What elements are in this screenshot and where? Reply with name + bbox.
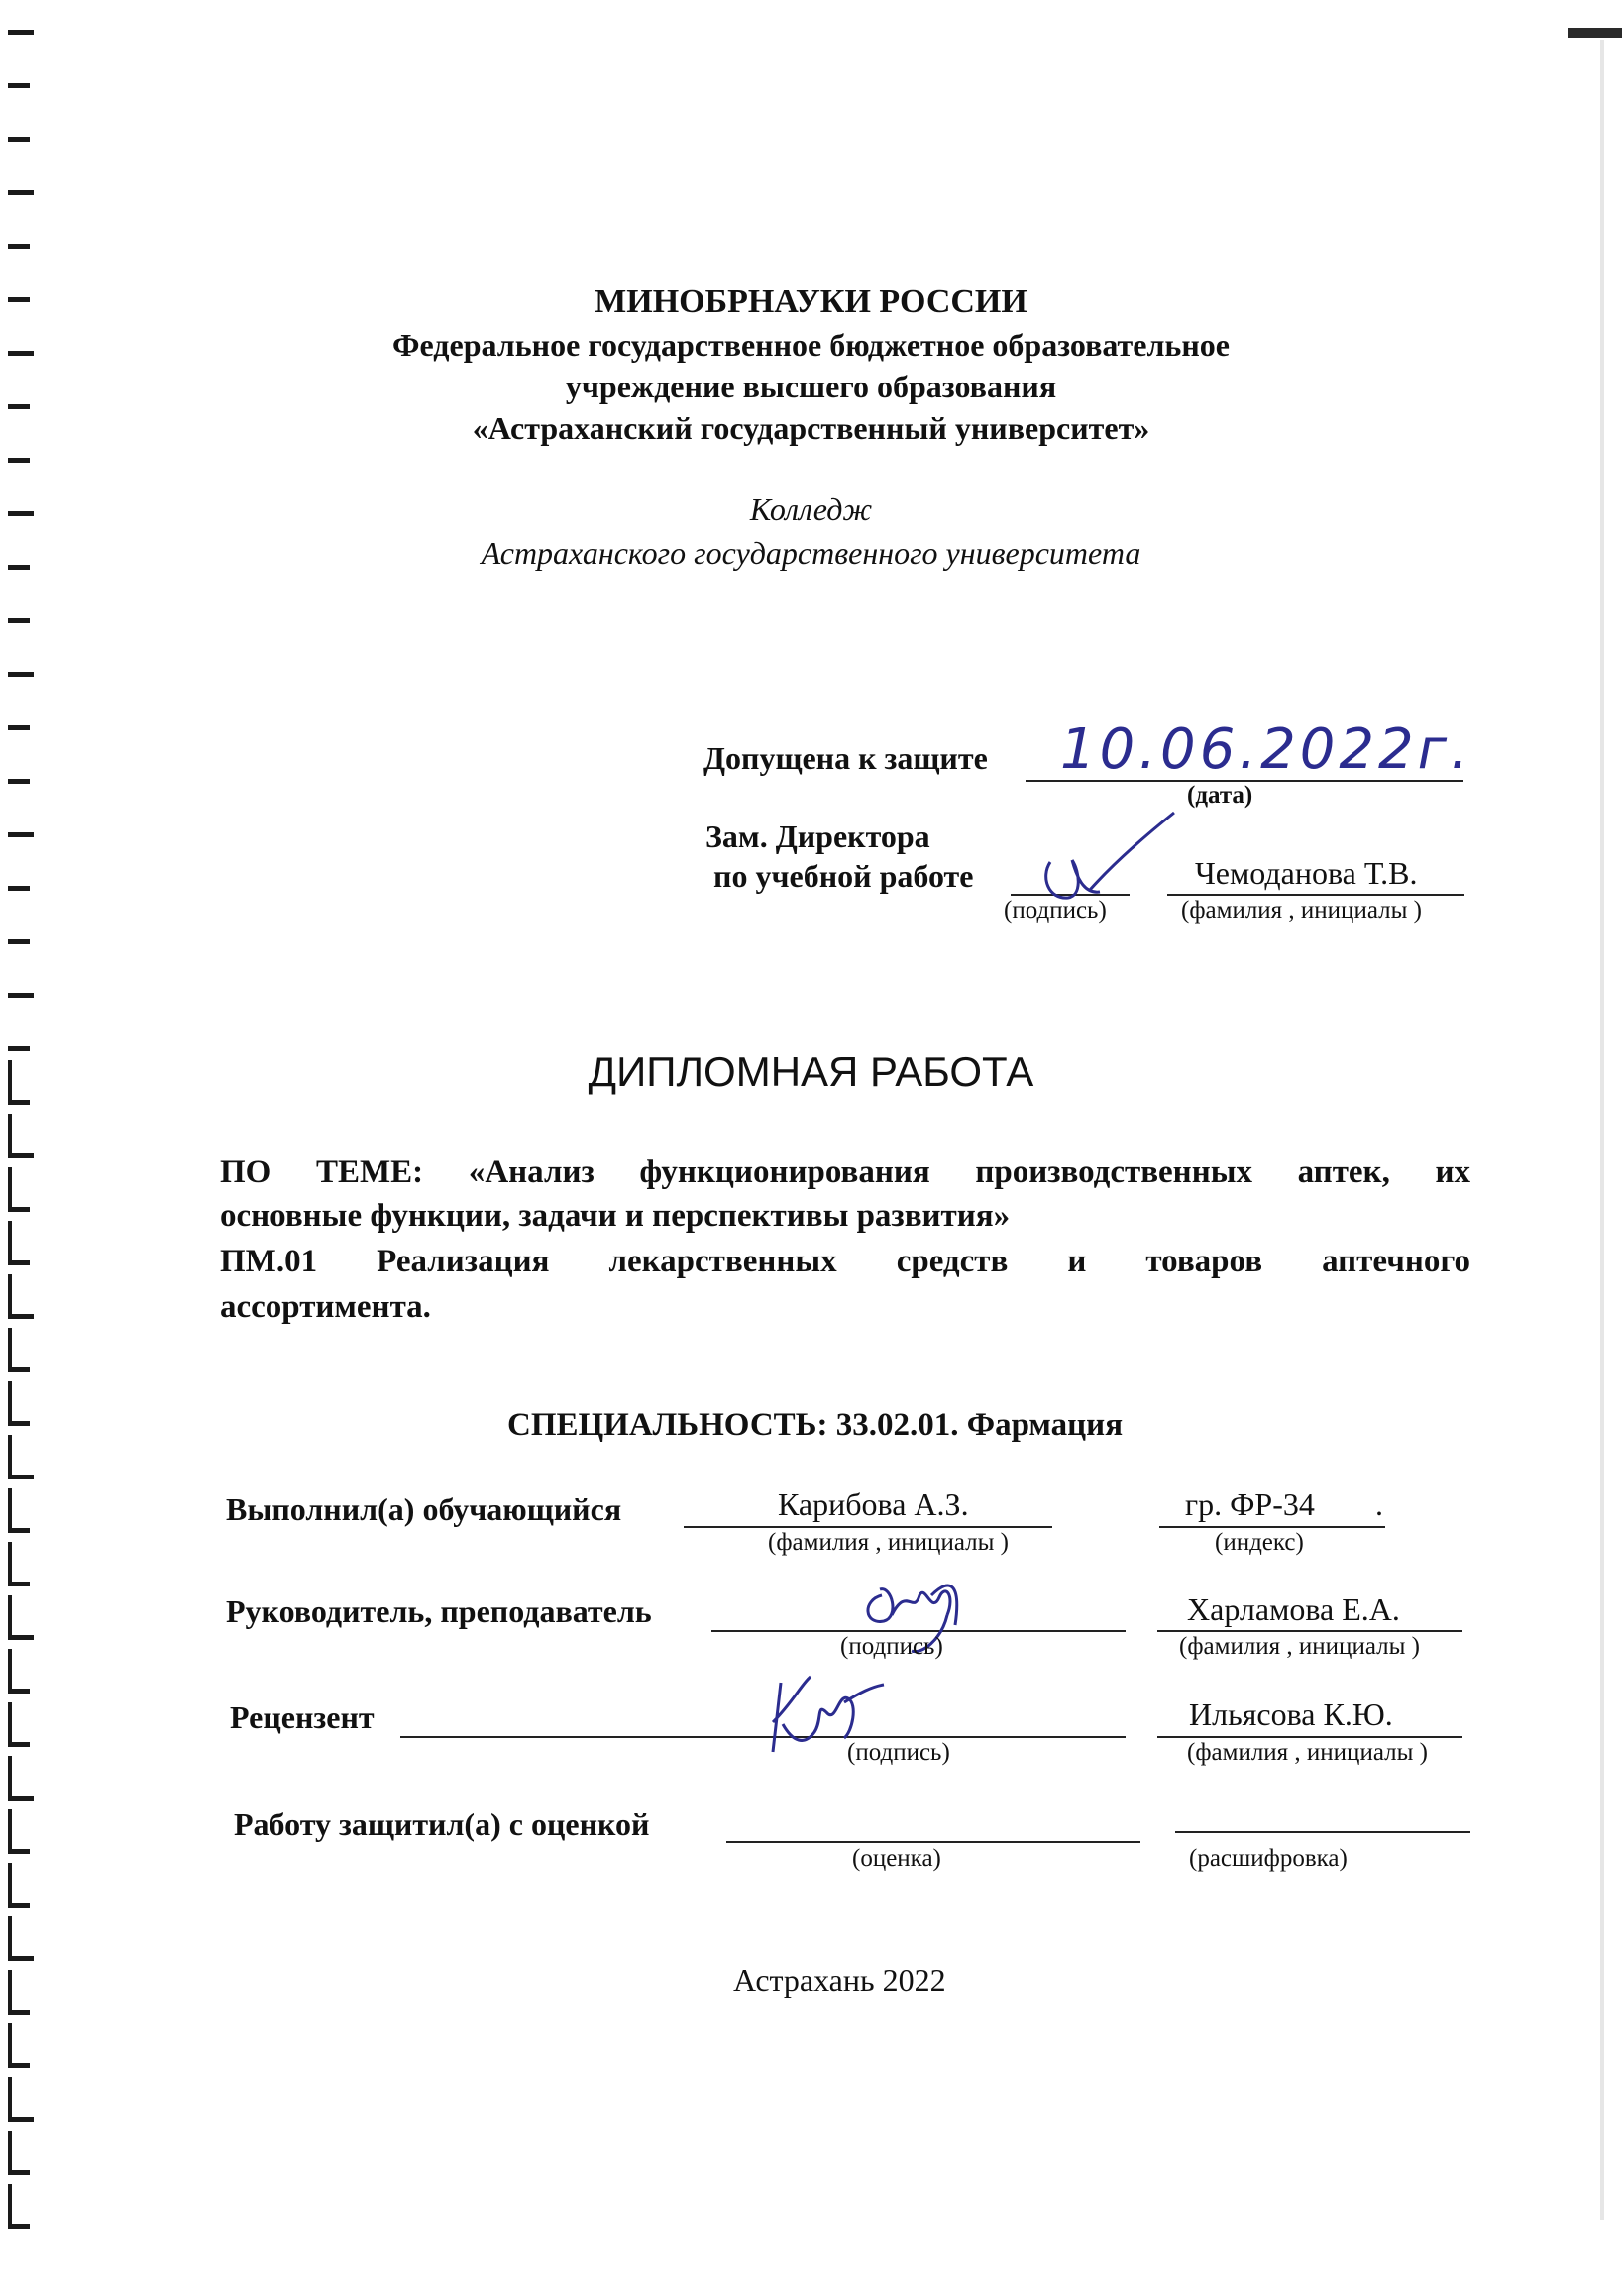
binder-mark bbox=[8, 618, 30, 623]
binder-edge-segment bbox=[8, 2184, 12, 2224]
binder-mark bbox=[8, 1528, 30, 1533]
binder-mark bbox=[8, 458, 30, 463]
deputy-signature-caption: (подпись) bbox=[1004, 897, 1107, 924]
specialty: СПЕЦИАЛЬНОСТЬ: 33.02.01. Фармация bbox=[507, 1407, 1124, 1443]
binder-edge-segment bbox=[8, 2023, 12, 2063]
binder-edge-segment bbox=[8, 1435, 12, 1475]
binder-mark bbox=[8, 886, 30, 891]
defense-grade-caption: (оценка) bbox=[852, 1845, 941, 1872]
binder-mark bbox=[8, 725, 30, 730]
binder-edge-segment bbox=[8, 1702, 12, 1742]
binder-edge-segment bbox=[8, 1542, 12, 1582]
module-line-1: ПМ.01 Реализация лекарственных средств и товаров аптечного bbox=[220, 1244, 1470, 1279]
binder-mark bbox=[8, 190, 34, 195]
ministry-title: МИНОБРНАУКИ РОССИИ bbox=[595, 283, 1027, 320]
deputy-name: Чемоданова Т.В. bbox=[1195, 855, 1418, 891]
college-line-2: Астраханского государственного университета bbox=[481, 535, 1141, 571]
defense-decode-line bbox=[1175, 1831, 1470, 1833]
supervisor-name-caption: (фамилия , инициалы ) bbox=[1179, 1633, 1420, 1660]
reviewer-name-caption: (фамилия , инициалы ) bbox=[1187, 1739, 1428, 1766]
deputy-name-caption: (фамилия , инициалы ) bbox=[1181, 897, 1422, 924]
institution-line-1: Федеральное государственное бюджетное образовательное bbox=[392, 327, 1230, 363]
college-line-1: Колледж bbox=[749, 492, 873, 527]
reviewer-signature-caption: (подпись) bbox=[847, 1739, 950, 1766]
binder-mark bbox=[8, 993, 34, 998]
topic-line-1: ПО ТЕМЕ: «Анализ функционирования производственных аптек, их bbox=[220, 1154, 1470, 1190]
binder-mark bbox=[8, 83, 30, 88]
binder-edge-segment bbox=[8, 1167, 12, 1207]
supervisor-name-line bbox=[1157, 1630, 1462, 1632]
binder-mark bbox=[8, 1742, 30, 1747]
student-group-caption: (индекс) bbox=[1215, 1529, 1304, 1556]
student-group-line bbox=[1159, 1526, 1385, 1528]
student-group-suffix: . bbox=[1375, 1486, 1383, 1522]
deputy-label-1: Зам. Директора bbox=[705, 819, 930, 854]
binder-mark bbox=[8, 244, 30, 249]
binder-edge-segment bbox=[8, 1809, 12, 1849]
deputy-name-line bbox=[1167, 894, 1464, 896]
binder-edge-segment bbox=[8, 1756, 12, 1796]
student-group: гр. ФР-34 bbox=[1185, 1486, 1315, 1522]
binder-mark bbox=[8, 1635, 34, 1640]
binder-mark bbox=[8, 1956, 34, 1961]
binder-edge-segment bbox=[8, 1114, 12, 1153]
binder-mark bbox=[8, 30, 34, 35]
binder-mark bbox=[8, 1153, 34, 1158]
binder-mark bbox=[8, 1100, 30, 1105]
binder-edge-segment bbox=[8, 1328, 12, 1367]
module-line-2: ассортимента. bbox=[220, 1289, 431, 1325]
city-year: Астрахань 2022 bbox=[733, 1962, 946, 1998]
binder-mark bbox=[8, 2010, 30, 2015]
binder-mark bbox=[8, 2063, 30, 2068]
binder-edge-segment bbox=[8, 1916, 12, 1956]
binder-mark bbox=[8, 2224, 30, 2229]
topic-line-2: основные функции, задачи и перспективы развития» bbox=[220, 1198, 1011, 1234]
binder-edge-segment bbox=[8, 1970, 12, 2010]
binder-mark bbox=[8, 832, 34, 837]
admitted-date-handwritten: 10.06.2022г. bbox=[1060, 717, 1472, 782]
binder-mark bbox=[8, 137, 30, 142]
binder-mark bbox=[8, 2170, 30, 2175]
supervisor-label: Руководитель, преподаватель bbox=[226, 1593, 652, 1629]
supervisor-signature-caption: (подпись) bbox=[840, 1633, 943, 1660]
binder-edge-segment bbox=[8, 2077, 12, 2117]
binder-mark bbox=[8, 1314, 34, 1319]
binder-mark bbox=[8, 1582, 30, 1586]
binder-edge-segment bbox=[8, 1274, 12, 1314]
defense-grade-line bbox=[726, 1841, 1140, 1843]
binder-mark bbox=[8, 779, 30, 784]
student-name-line bbox=[684, 1526, 1052, 1528]
student-label: Выполнил(а) обучающийся bbox=[226, 1491, 622, 1527]
binder-edge-segment bbox=[8, 1863, 12, 1903]
reviewer-label: Рецензент bbox=[230, 1699, 375, 1735]
binder-mark bbox=[8, 939, 30, 944]
binder-mark bbox=[8, 1475, 34, 1479]
binder-mark bbox=[8, 1207, 30, 1212]
binder-mark bbox=[8, 1796, 34, 1801]
supervisor-name: Харламова Е.А. bbox=[1187, 1591, 1400, 1627]
binder-edge-segment bbox=[8, 2131, 12, 2170]
reviewer-name-line bbox=[1157, 1736, 1462, 1738]
binder-mark bbox=[8, 672, 34, 677]
binder-edge-segment bbox=[8, 1381, 12, 1421]
institution-line-2: учреждение высшего образования bbox=[565, 369, 1057, 404]
student-name: Карибова А.З. bbox=[778, 1486, 969, 1522]
institution-line-3: «Астраханский государственный университет» bbox=[472, 410, 1150, 446]
date-caption: (дата) bbox=[1187, 782, 1253, 809]
binder-mark bbox=[8, 1367, 30, 1372]
binder-mark bbox=[8, 1849, 30, 1854]
binder-mark bbox=[8, 2117, 34, 2122]
binder-mark bbox=[8, 1421, 30, 1426]
binder-edge-segment bbox=[8, 1649, 12, 1689]
defense-decode-caption: (расшифровка) bbox=[1189, 1845, 1348, 1872]
binder-edge-segment bbox=[8, 1595, 12, 1635]
deputy-signature bbox=[1021, 803, 1189, 912]
document-title: ДИПЛОМНАЯ РАБОТА bbox=[588, 1048, 1034, 1095]
binder-edge-segment bbox=[8, 1221, 12, 1260]
reviewer-name: Ильясова К.Ю. bbox=[1189, 1696, 1393, 1732]
defense-label: Работу защитил(а) с оценкой bbox=[234, 1806, 650, 1842]
binder-mark bbox=[8, 1260, 30, 1265]
deputy-label-2: по учебной работе bbox=[713, 858, 974, 894]
binder-edge-segment bbox=[8, 1488, 12, 1528]
binder-mark bbox=[8, 1903, 30, 1908]
binder-mark bbox=[8, 1689, 30, 1694]
admitted-label: Допущена к защите bbox=[703, 740, 988, 776]
student-name-caption: (фамилия , инициалы ) bbox=[768, 1529, 1009, 1556]
